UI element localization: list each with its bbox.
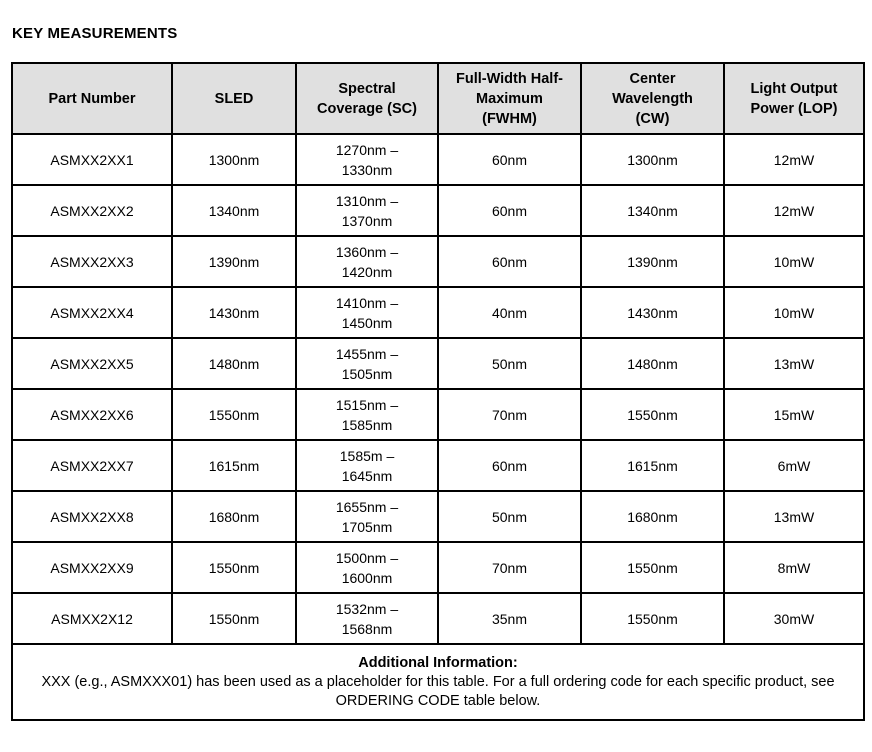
center-wavelength-cell: 1430nm	[581, 287, 724, 338]
center-wavelength-cell: 1615nm	[581, 440, 724, 491]
spectral-coverage-text: 1370nm	[341, 212, 393, 229]
light-output-power-cell: 10mW	[724, 287, 864, 338]
light-output-power-cell: 15mW	[724, 389, 864, 440]
part-number-cell: ASMXX2XX5	[12, 338, 172, 389]
spectral-coverage-cell	[296, 134, 438, 185]
center-wavelength-cell: 1550nm	[581, 389, 724, 440]
table-header-row	[12, 63, 864, 134]
spectral-coverage-text: 1455nm –	[335, 345, 399, 362]
sled-cell: 1550nm	[172, 542, 296, 593]
light-output-power-cell: 30mW	[724, 593, 864, 644]
part-number-cell: ASMXX2XX9	[12, 542, 172, 593]
center-wavelength-cell: 1480nm	[581, 338, 724, 389]
column-header-part-number	[12, 63, 172, 134]
column-header-sled	[172, 63, 296, 134]
sled-cell: 1480nm	[172, 338, 296, 389]
key-measurements-table	[11, 62, 865, 721]
fwhm-cell: 70nm	[438, 542, 581, 593]
table-row	[12, 491, 864, 542]
spectral-coverage-text: 1330nm	[341, 161, 393, 178]
spectral-coverage-cell	[296, 542, 438, 593]
center-wavelength-cell: 1390nm	[581, 236, 724, 287]
center-wavelength-cell: 1680nm	[581, 491, 724, 542]
spectral-coverage-cell	[296, 593, 438, 644]
sled-cell: 1300nm	[172, 134, 296, 185]
spectral-coverage-text: 1505nm	[341, 365, 393, 382]
center-wavelength-cell: 1300nm	[581, 134, 724, 185]
additional-info-row	[12, 644, 864, 720]
light-output-power-cell: 10mW	[724, 236, 864, 287]
part-number-cell: ASMXX2X12	[12, 593, 172, 644]
spectral-coverage-cell	[296, 491, 438, 542]
header-text: (FWHM)	[482, 110, 537, 127]
spectral-coverage-text: 1420nm	[341, 263, 393, 280]
part-number-cell: ASMXX2XX8	[12, 491, 172, 542]
spectral-coverage-text: 1360nm –	[335, 243, 399, 260]
spectral-coverage-text: 1270nm –	[335, 141, 399, 158]
header-text: Spectral	[338, 80, 396, 97]
part-number-cell: ASMXX2XX3	[12, 236, 172, 287]
spectral-coverage-text: 1655nm –	[335, 498, 399, 515]
spectral-coverage-text: 1585m –	[339, 447, 395, 464]
center-wavelength-cell: 1550nm	[581, 593, 724, 644]
fwhm-cell: 60nm	[438, 236, 581, 287]
header-text: SLED	[214, 90, 254, 107]
spectral-coverage-cell	[296, 185, 438, 236]
part-number-cell: ASMXX2XX7	[12, 440, 172, 491]
fwhm-cell: 60nm	[438, 134, 581, 185]
column-header-center-wavelength	[581, 63, 724, 134]
header-text: Maximum	[476, 90, 543, 107]
column-header-spectral-coverage	[296, 63, 438, 134]
spectral-coverage-text: 1515nm –	[335, 396, 399, 413]
light-output-power-cell: 13mW	[724, 338, 864, 389]
table-row	[12, 134, 864, 185]
spectral-coverage-text: 1450nm	[341, 314, 393, 331]
fwhm-cell: 35nm	[438, 593, 581, 644]
additional-info-heading: Additional Information:	[358, 654, 518, 671]
light-output-power-cell: 12mW	[724, 185, 864, 236]
part-number-cell: ASMXX2XX4	[12, 287, 172, 338]
additional-info-cell	[12, 644, 864, 720]
spectral-coverage-text: 1532nm –	[335, 600, 399, 617]
spectral-coverage-text: 1310nm –	[335, 192, 399, 209]
header-text: Light Output	[750, 80, 838, 97]
spectral-coverage-text: 1410nm –	[335, 294, 399, 311]
sled-cell: 1680nm	[172, 491, 296, 542]
part-number-cell: ASMXX2XX6	[12, 389, 172, 440]
table-row	[12, 236, 864, 287]
header-text: Power (LOP)	[750, 100, 838, 117]
spectral-coverage-cell	[296, 440, 438, 491]
header-text: Full-Width Half-	[456, 70, 563, 87]
table-row	[12, 593, 864, 644]
center-wavelength-cell: 1550nm	[581, 542, 724, 593]
table-row	[12, 338, 864, 389]
light-output-power-cell: 13mW	[724, 491, 864, 542]
header-text: Coverage (SC)	[317, 100, 417, 117]
spectral-coverage-text: 1705nm	[341, 518, 393, 535]
center-wavelength-cell: 1340nm	[581, 185, 724, 236]
fwhm-cell: 60nm	[438, 185, 581, 236]
table-body	[12, 134, 864, 644]
spectral-coverage-cell	[296, 287, 438, 338]
spectral-coverage-text: 1645nm	[341, 467, 393, 484]
light-output-power-cell: 12mW	[724, 134, 864, 185]
header-text: Wavelength	[612, 90, 693, 107]
spectral-coverage-text: 1500nm –	[335, 549, 399, 566]
part-number-cell: ASMXX2XX1	[12, 134, 172, 185]
fwhm-cell: 50nm	[438, 338, 581, 389]
spectral-coverage-text: 1568nm	[341, 620, 393, 637]
header-text: Part Number	[48, 90, 136, 107]
column-header-light-output-power	[724, 63, 864, 134]
spectral-coverage-text: 1585nm	[341, 416, 393, 433]
section-title: KEY MEASUREMENTS	[12, 25, 178, 42]
fwhm-cell: 70nm	[438, 389, 581, 440]
light-output-power-cell: 6mW	[724, 440, 864, 491]
table-row	[12, 440, 864, 491]
sled-cell: 1390nm	[172, 236, 296, 287]
table-row	[12, 542, 864, 593]
part-number-cell: ASMXX2XX2	[12, 185, 172, 236]
spectral-coverage-text: 1600nm	[341, 569, 393, 586]
fwhm-cell: 50nm	[438, 491, 581, 542]
table-row	[12, 185, 864, 236]
additional-info-text: XXX (e.g., ASMXXX01) has been used as a placeholder for this table. For a full ordering code for each specific product, see ORDERING CODE table below.	[41, 673, 835, 709]
fwhm-cell: 40nm	[438, 287, 581, 338]
sled-cell: 1615nm	[172, 440, 296, 491]
sled-cell: 1340nm	[172, 185, 296, 236]
spectral-coverage-cell	[296, 389, 438, 440]
light-output-power-cell: 8mW	[724, 542, 864, 593]
column-header-fwhm	[438, 63, 581, 134]
sled-cell: 1550nm	[172, 389, 296, 440]
table-row	[12, 287, 864, 338]
header-text: (CW)	[635, 110, 670, 127]
sled-cell: 1430nm	[172, 287, 296, 338]
table-row	[12, 389, 864, 440]
spectral-coverage-cell	[296, 236, 438, 287]
spectral-coverage-cell	[296, 338, 438, 389]
header-text: Center	[629, 70, 676, 87]
sled-cell: 1550nm	[172, 593, 296, 644]
fwhm-cell: 60nm	[438, 440, 581, 491]
